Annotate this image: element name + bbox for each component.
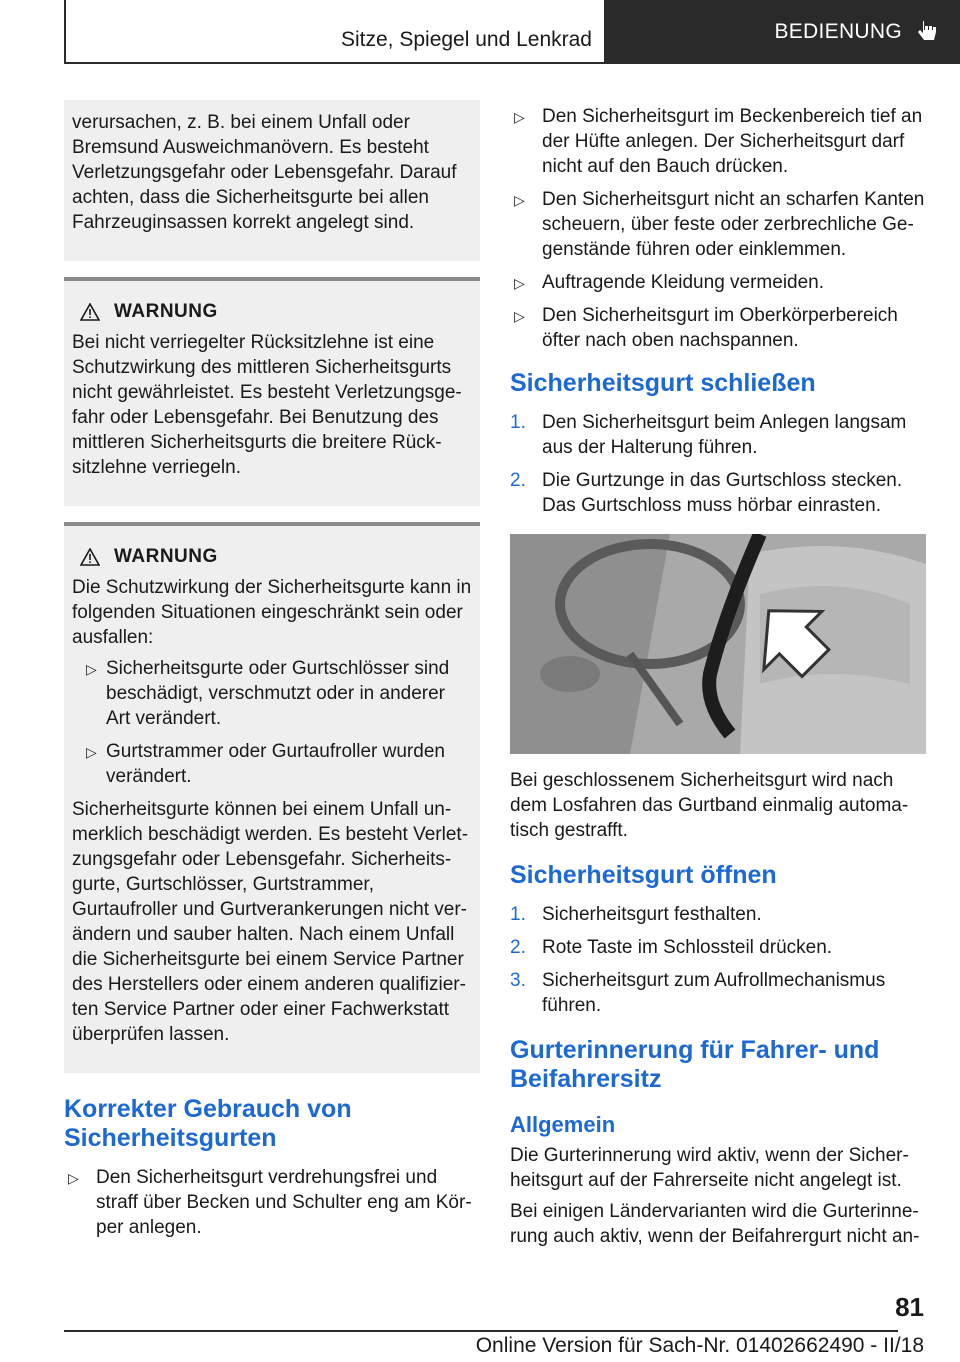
warning-text: Bei nicht verriegelter Rücksitzlehne ist eine Schutzwirkung des mittleren Sicherheitsgurts nicht gewährleistet. Es besteht Verletzungsgefahr oder Lebensgefahr. Bei Benutzung des mittleren Sicherheitsgurts die breitere Rücksitzlehne verriegeln. [72,332,462,478]
list-item: ▷ Gurtstrammer oder Gurtaufroller wurden verändert. [86,741,445,787]
warning-list [72,656,472,789]
section-heading-reminder: Gurterinnerung für Fahrer- und Beifahrersitz [510,1036,880,1093]
warning-intro: Die Schutzwirkung der Sicherheitsgurte kann in folgenden Situationen eingeschränkt sein oder ausfallen: [72,577,472,648]
triangle-bullet-icon: ▷ [86,744,97,760]
step-item: 1. Sicherheitsgurt festhalten. [510,904,762,925]
step-item: 2. Die Gurtzunge in das Gurtschloss stecken. Das Gurtschloss muss hörbar einrasten. [510,470,903,516]
step-item: 2. Rote Taste im Schlossteil drücken. [510,937,833,958]
list-item: ▷ Den Sicherheitsgurt verdrehungsfrei und straff über Becken und Schulter eng am Körper anlegen. [68,1167,472,1238]
open-steps [510,902,926,1018]
warning-continuation-box [64,100,480,261]
list-item: ▷ Sicherheitsgurte oder Gurtschlösser sind beschädigt, verschmutzt oder in anderer Art verändert. [86,658,450,729]
right-column [510,100,926,1255]
page-header [64,0,960,64]
seatbelt-buckle-photo [510,534,926,754]
section-heading-usage: Korrekter Gebrauch von Sicherheitsgurten [64,1095,352,1152]
after-photo-text: Bei geschlossenem Sicherheitsgurt wird nach dem Losfahren das Gurtband einmalig automatisch gestrafft. [510,770,909,841]
triangle-bullet-icon: ▷ [514,275,525,291]
left-column [64,100,480,1248]
general-text-2: Bei einigen Ländervarianten wird die Gurterinnerung auch aktiv, wenn der Beifahrergurt nicht an- [510,1201,920,1247]
footer-version-text: Online Version für Sach-Nr. 01402662490 - II/18 [475,1334,924,1357]
warning-title: WARNUNG [72,299,472,324]
list-item: ▷ Den Sicherheitsgurt nicht an scharfen Kanten scheuern, über feste oder zerbrechliche Gegenstände führen oder einklemmen. [514,189,925,260]
step-item: 3. Sicherheitsgurt zum Aufrollmechanismus führen. [510,970,886,1016]
section-title: Sitze, Spiegel und Lenkrad [64,0,604,64]
triangle-bullet-icon: ▷ [68,1170,79,1186]
warning-title: WARNUNG [72,544,472,569]
warning-box-1 [64,277,480,506]
triangle-bullet-icon: ▷ [514,192,525,208]
list-item: ▷ Den Sicherheitsgurt im Oberkörperbereich öfter nach oben nachspannen. [514,305,898,351]
page-number: 81 [895,1292,924,1322]
footer-rule [64,1330,898,1332]
usage-list-continued [510,104,926,353]
chapter-label: BEDIENUNG [774,20,902,43]
section-heading-open: Sicherheitsgurt öffnen [510,861,777,889]
triangle-bullet-icon: ▷ [514,109,525,125]
warning-outro: Sicherheitsgurte können bei einem Unfall unmerklich beschädigt werden. Es besteht Verletzungsgefahr oder Lebensgefahr. Sicherheitsgurte, Gurtschlösser, Gurtstrammer, Gurtaufroller und Gurtverankerungen nicht verändern und sauber halten. Nach einem Unfall die Sicherheitsgurte bei einem Service Partner des Herstellers oder einem anderen qualifizierten Service Partner oder einer Fachwerkstatt überprüfen lassen. [72,799,469,1045]
list-item: ▷ Den Sicherheitsgurt im Beckenbereich tief an der Hüfte anlegen. Der Sicherheitsgurt darf nicht auf den Bauch drücken. [514,106,923,177]
hand-pointer-icon [916,19,938,45]
chapter-tab [604,0,960,64]
usage-list [64,1165,480,1240]
warning-continuation-text: verursachen, z. B. bei einem Unfall oder Bremsund Ausweichmanövern. Es besteht Verletzungsgefahr oder Lebensgefahr. Darauf achten, dass die Sicherheitsgurte bei allen Fahrzeuginsassen korrekt angelegt sind. [72,112,457,233]
warning-triangle-icon [80,548,100,566]
warning-triangle-icon [80,303,100,321]
close-steps [510,410,926,518]
general-text-1: Die Gurterinnerung wird aktiv, wenn der Sicherheitsgurt auf der Fahrerseite nicht angelegt ist. [510,1145,909,1191]
warning-box-2 [64,522,480,1073]
triangle-bullet-icon: ▷ [86,661,97,677]
list-item: ▷ Auftragende Kleidung vermeiden. [510,270,926,295]
section-heading-close: Sicherheitsgurt schließen [510,369,816,397]
subheading-general: Allgemein [510,1112,616,1137]
triangle-bullet-icon: ▷ [514,308,525,324]
step-item: 1. Den Sicherheitsgurt beim Anlegen langsam aus der Halterung führen. [510,412,907,458]
seatbelt-illustration [510,534,926,754]
